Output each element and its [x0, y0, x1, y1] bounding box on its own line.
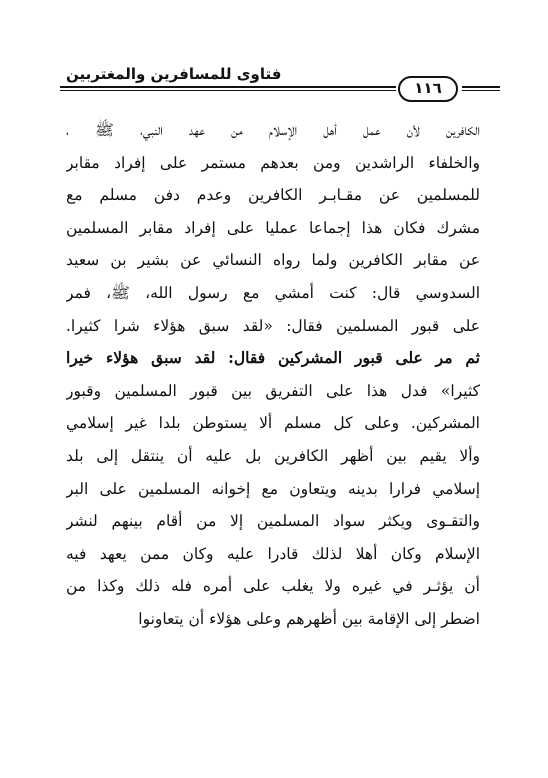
header-rule — [60, 86, 396, 88]
text-line: كثيرا» فدل هذا على التفريق بين قبور المسلمين وقبور — [66, 381, 480, 400]
header-rule-right — [462, 86, 500, 88]
text-line: المشركين. وعلى كل مسلم ألا يستوطن بلدا غير إسلامي — [66, 414, 480, 433]
text-line: الكافرين لأن عمل أهل الإسلام من عهد النبي، ﷺ ، — [66, 121, 480, 139]
body-text — [66, 114, 480, 636]
text-line-bold: ثم مر على قبور المشركين فقال: لقد سبق هؤلاء خيرا — [66, 348, 480, 368]
running-title: فتاوى للمسافرين والمغتربين — [66, 65, 282, 83]
text-line: إسلامي فرارا بدينه ويتعاون مع إخوانه المسلمين على البر — [66, 479, 480, 498]
text-line: والتقـوى ويكثر سواد المسلمين إلا من أقام بينهم لنشر — [66, 512, 480, 531]
text-line: الإسلام وكان أهلا لذلك قادرا عليه وكان ممن يعهد فيه — [66, 544, 480, 563]
header-rule-right-thin — [462, 90, 500, 91]
text-line: اضطر إلى الإقامة بين أظهرهم وعلى هؤلاء أن يتعاونوا — [138, 609, 480, 628]
text-line: السدوسي قال: كنت أمشي مع رسول الله، ﷺ، فمر — [66, 283, 480, 302]
text-line: أن يؤثـر في غيره ولا يغلب على أمره فله ذلك وكذا من — [66, 577, 480, 596]
header-rule-thin — [60, 90, 396, 91]
text-line: عن مقابر الكافرين ولما رواه النسائي عن بشير بن سعيد — [66, 251, 480, 270]
text-line: والخلفاء الراشدين ومن بعدهم مستمر على إفراد مقابر — [66, 153, 480, 172]
text-line: للمسلمين عن مقـابـر الكافرين وعدم دفن مسلم مع — [66, 186, 480, 205]
page-header — [60, 64, 500, 104]
text-line: مشرك فكان هذا إجماعا عمليا على إفراد مقابر المسلمين — [66, 218, 480, 237]
text-line: على قبور المسلمين فقال: «لقد سبق هؤلاء شرا كثيرا. — [66, 316, 480, 335]
page-number: ١١٦ — [398, 76, 458, 102]
text-line: وألا يقيم بين أظهر الكافرين بل عليه أن ينتقل إلى بلد — [66, 446, 480, 465]
